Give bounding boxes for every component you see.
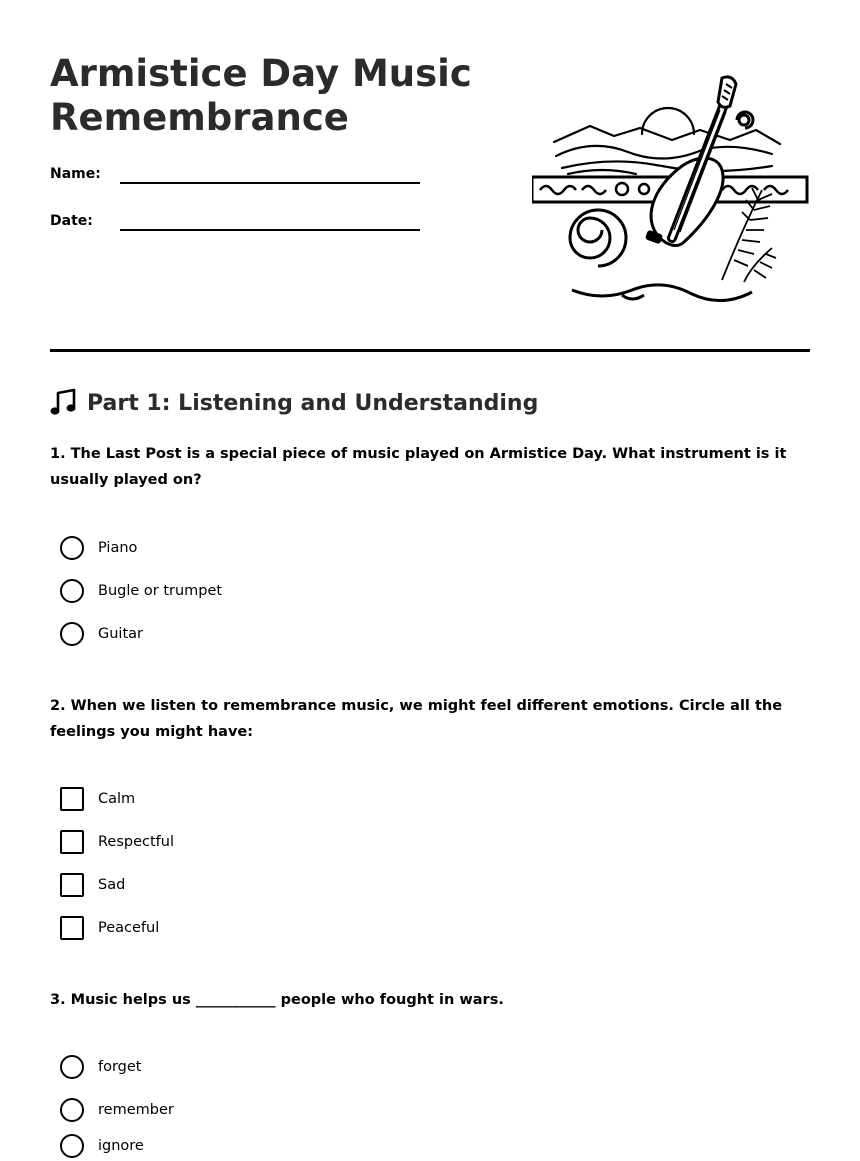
question-1-option-bugle[interactable] <box>60 578 222 604</box>
option-label: Bugle or trumpet <box>98 583 223 599</box>
question-3-option-ignore[interactable] <box>60 1133 144 1159</box>
option-label: forget <box>98 1059 142 1075</box>
question-1-text: 1. The Last Post is a special piece of music played on Armistice Day. What instrument is it usually played on? <box>50 446 787 488</box>
question-2-option-calm[interactable] <box>60 786 135 812</box>
question-2-option-sad[interactable] <box>60 872 125 898</box>
worksheet-page <box>50 0 810 1161</box>
music-note-icon <box>50 388 78 418</box>
question-2-option-peaceful[interactable] <box>60 915 159 941</box>
mountain-range-front <box>556 146 772 159</box>
date-label: Date: <box>50 213 93 229</box>
name-field <box>50 166 420 196</box>
checkbox[interactable] <box>60 916 84 940</box>
lute-illustration <box>532 70 810 310</box>
checkbox[interactable] <box>60 787 84 811</box>
radio-button[interactable] <box>60 1055 84 1079</box>
radio-button[interactable] <box>60 1098 84 1122</box>
checkbox[interactable] <box>60 830 84 854</box>
date-field <box>50 213 420 243</box>
name-blank-line[interactable] <box>120 180 420 184</box>
option-label: Guitar <box>98 626 143 642</box>
date-blank-line[interactable] <box>120 227 420 231</box>
sun-shape <box>642 108 694 134</box>
name-label: Name: <box>50 166 101 182</box>
question-3-option-remember[interactable] <box>60 1097 174 1123</box>
option-label: Respectful <box>98 834 175 850</box>
worksheet-title: Armistice Day Music Remembrance <box>50 52 472 139</box>
question-1-option-piano[interactable] <box>60 535 137 561</box>
question-3-option-forget[interactable] <box>60 1054 142 1080</box>
lute-shape <box>645 77 736 246</box>
option-label: ignore <box>98 1138 144 1154</box>
part-1-heading <box>50 388 538 418</box>
option-label: remember <box>98 1102 174 1118</box>
question-1-option-guitar[interactable] <box>60 621 143 647</box>
radio-button[interactable] <box>60 536 84 560</box>
checkbox[interactable] <box>60 873 84 897</box>
option-label: Calm <box>98 791 136 807</box>
option-label: Piano <box>98 540 138 556</box>
radio-button[interactable] <box>60 622 84 646</box>
radio-button[interactable] <box>60 579 84 603</box>
worksheet-header <box>50 0 810 352</box>
part-1-heading-text: Part 1: Listening and Understanding <box>87 390 539 416</box>
option-label: Sad <box>98 877 126 893</box>
option-label: Peaceful <box>98 920 160 936</box>
radio-button[interactable] <box>60 1134 84 1158</box>
question-2-text: 2. When we listen to remembrance music, we might feel different emotions. Circle all the feelings you might have: <box>50 698 783 740</box>
question-2-option-respectful[interactable] <box>60 829 174 855</box>
question-3-text: 3. Music helps us ___________ people who fought in wars. <box>50 992 504 1008</box>
